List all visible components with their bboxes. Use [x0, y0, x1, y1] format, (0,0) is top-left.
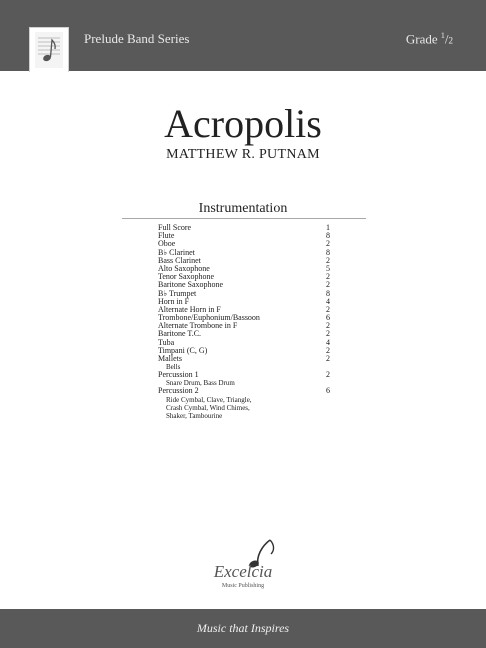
instrument-qty: 2 [326, 329, 330, 339]
piece-title: Acropolis [164, 101, 322, 146]
instrument-qty: 1 [326, 223, 330, 232]
instrument-qty: 5 [326, 263, 330, 273]
publisher-name: Excelcia [213, 562, 273, 581]
instrument-name: Percussion 1 [158, 370, 199, 380]
grade-label: Grade $^1$/2 [405, 31, 453, 47]
instrument-name: Tuba [158, 337, 175, 347]
instrument-qty: 2 [326, 272, 330, 282]
instrument-name: Percussion 2 [158, 386, 199, 396]
instrument-row [158, 330, 330, 338]
instrument-qty: 8 [326, 288, 330, 298]
grade-denominator: 2 [448, 35, 453, 46]
instrument-qty: 2 [326, 239, 330, 249]
grade-prefix: Grade [405, 31, 441, 47]
header-bar [0, 0, 486, 71]
instrument-sublist: Shaker, Tambourine [166, 411, 223, 420]
instrument-qty: 6 [326, 386, 330, 396]
instrument-qty: 2 [326, 321, 330, 331]
instrument-name: Timpani (C, G) [158, 345, 208, 355]
instrument-row [158, 224, 330, 232]
instrument-name: Oboe [158, 239, 176, 249]
instrument-name: Alto Saxophone [158, 263, 210, 273]
instrument-name: Baritone Saxophone [158, 280, 224, 290]
instrument-qty: 2 [326, 354, 330, 363]
music-note-icon [35, 32, 63, 68]
instrument-name: Flute [158, 231, 175, 241]
instrument-name: Horn in F [158, 296, 190, 306]
instrument-name: Alternate Horn in F [158, 304, 221, 314]
composer-name: MATTHEW R. PUTNAM [166, 147, 320, 162]
instrument-row [158, 347, 330, 355]
instrument-row [158, 371, 330, 379]
instrument-sublist: Crash Cymbal, Wind Chimes, [166, 403, 250, 412]
instrument-qty: 2 [326, 370, 330, 380]
instrument-qty: 6 [326, 313, 330, 323]
instrument-name: B♭ Trumpet [158, 288, 197, 298]
tagline: Music that Inspires [196, 621, 290, 635]
instrument-qty: 8 [326, 247, 330, 257]
instrumentation-heading: Instrumentation [198, 201, 288, 216]
instrumentation-list [158, 224, 330, 420]
instrument-qty: 2 [326, 255, 330, 265]
instrument-row [158, 387, 330, 395]
instrument-qty: 2 [326, 280, 330, 290]
instrument-row [158, 232, 330, 240]
instrument-qty: 8 [326, 231, 330, 241]
instrument-qty: 2 [326, 304, 330, 314]
instrument-qty: 4 [326, 337, 330, 347]
instrument-sublist: Snare Drum, Bass Drum [166, 379, 235, 388]
instrument-name: B♭ Clarinet [158, 247, 195, 257]
instrument-sublist: Ride Cymbal, Clave, Triangle, [166, 395, 252, 404]
instrument-name: Bass Clarinet [158, 255, 201, 265]
instrument-name: Trombone/Euphonium/Bassoon [158, 313, 260, 323]
instrument-qty: 2 [326, 345, 330, 355]
footer-bar [0, 609, 486, 648]
grade-numerator: 1 [440, 31, 445, 40]
series-logo [29, 27, 69, 72]
instrument-name: Tenor Saxophone [158, 272, 215, 282]
instrument-qty: 4 [326, 296, 330, 306]
divider [122, 218, 366, 219]
instrument-name: Baritone T.C. [158, 329, 202, 339]
instrument-name: Full Score [158, 223, 192, 232]
publisher-subtitle: Music Publishing [221, 583, 265, 589]
series-name: Prelude Band Series [84, 31, 190, 46]
instrument-name: Mallets [158, 354, 182, 363]
publisher-logo [198, 538, 288, 600]
instrument-name: Alternate Trombone in F [158, 321, 238, 331]
instrument-sublist: Bells [166, 363, 181, 372]
instrument-row [158, 355, 330, 363]
